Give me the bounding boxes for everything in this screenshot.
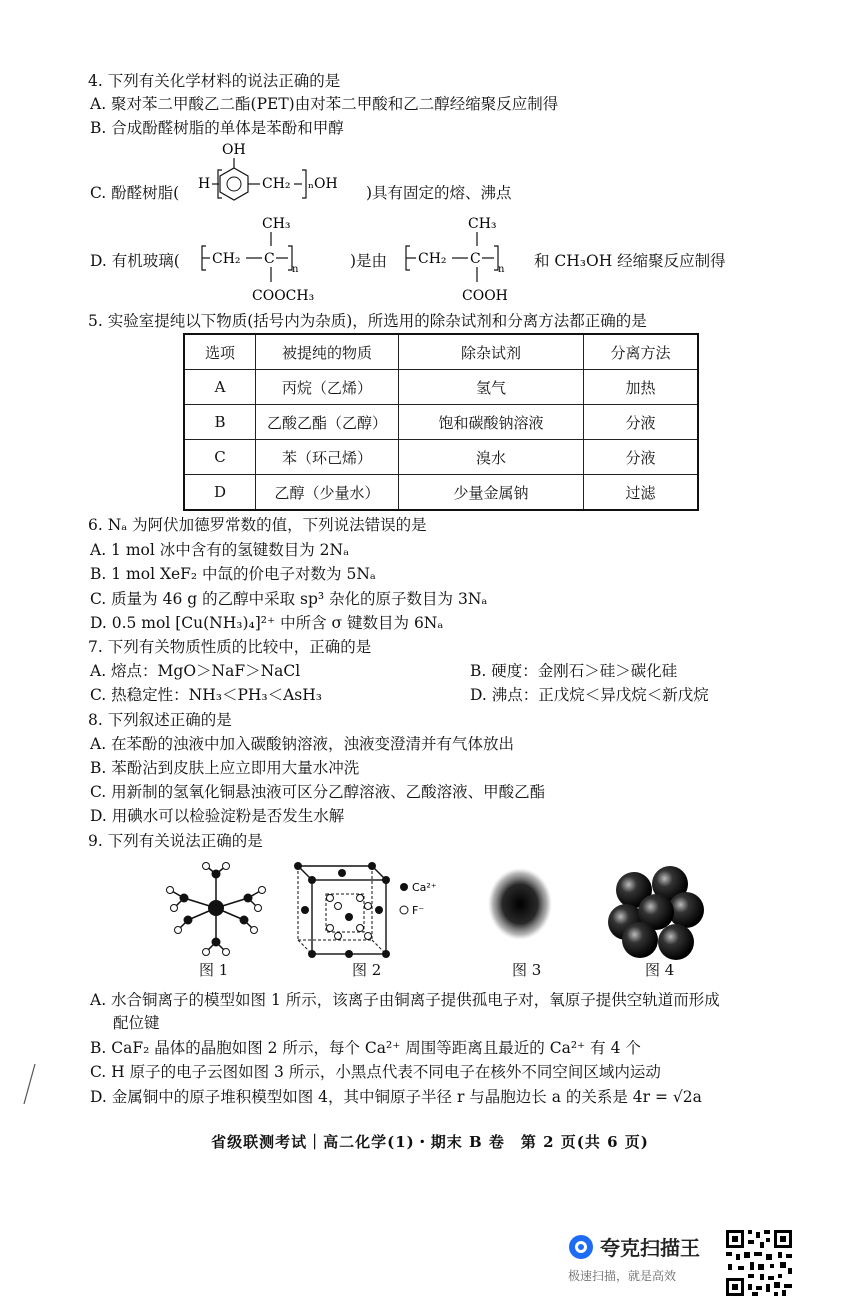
q9-option-d: D. 金属铜中的原子堆积模型如图 4，其中铜原子半径 r 与晶胞边长 a 的关系是 4r = √2a	[90, 1088, 702, 1106]
q6-option-a: A. 1 mol 冰中含有的氢键数目为 2Nₐ	[90, 541, 350, 559]
electron-cloud-diagram	[485, 864, 555, 944]
q9-option-a-line2: 配位键	[113, 1014, 160, 1032]
q9-option-b: B. CaF₂ 晶体的晶胞如图 2 所示，每个 Ca²⁺ 周围等距离且最近的 Ca²⁺ 有 4 个	[90, 1039, 641, 1057]
q9-stem: 9. 下列有关说法正确的是	[88, 832, 263, 850]
qr-code	[724, 1228, 794, 1298]
pmma-structure	[196, 212, 346, 304]
table-header: 除杂试剂	[399, 334, 584, 370]
q4-option-b: B. 合成酚醛树脂的单体是苯酚和甲醇	[90, 119, 344, 137]
table-cell: 加热	[584, 370, 699, 405]
table-cell: 分液	[584, 405, 699, 440]
q8-option-c: C. 用新制的氢氧化铜悬浊液可区分乙醇溶液、乙酸溶液、甲酸乙酯	[90, 783, 546, 801]
q4-option-c-prefix: C. 酚醛树脂(	[90, 184, 180, 202]
table-cell: D	[184, 475, 256, 511]
table-header: 选项	[184, 334, 256, 370]
ch2-label: CH₂	[262, 176, 291, 192]
table-row	[184, 370, 698, 405]
n-label-2: n	[498, 264, 505, 275]
ch3-label-2: CH₃	[468, 216, 497, 232]
methacrylic-acid-polymer-structure	[398, 212, 528, 304]
q6-stem: 6. Nₐ 为阿伏加德罗常数的值，下列说法错误的是	[88, 516, 427, 534]
figure-4-caption: 图 4	[645, 961, 675, 979]
table-cell: 苯（环己烯）	[256, 440, 399, 475]
q5-table	[183, 333, 699, 511]
q6-option-b: B. 1 mol XeF₂ 中氙的价电子对数为 5Nₐ	[90, 565, 376, 583]
q4-option-c-suffix: )具有固定的熔、沸点	[366, 184, 512, 202]
cooh-label: COOH	[462, 288, 508, 304]
pencil-mark	[22, 1062, 38, 1106]
ch2-chain-label: CH₂	[212, 251, 241, 267]
q8-option-b: B. 苯酚沾到皮肤上应立即用大量水冲洗	[90, 759, 360, 777]
c-label: C	[264, 251, 275, 267]
q7-option-b: B. 硬度：金刚石＞硅＞碳化硅	[470, 662, 678, 680]
q4-option-d-suffix: 和 CH₃OH 经缩聚反应制得	[534, 252, 726, 270]
q4-option-d-middle: )是由	[350, 252, 388, 270]
oh-label: OH	[222, 142, 246, 158]
q9-option-c: C. H 原子的电子云图如图 3 所示，小黑点代表不同电子在核外不同空间区域内运动	[90, 1063, 661, 1081]
table-cell: 丙烷（乙烯）	[256, 370, 399, 405]
table-cell: 乙酸乙酯（乙醇）	[256, 405, 399, 440]
n-oh-label: ₙOH	[308, 176, 338, 192]
q8-option-d: D. 用碘水可以检验淀粉是否发生水解	[90, 807, 345, 825]
table-cell: 氢气	[399, 370, 584, 405]
table-header-row	[184, 334, 698, 370]
q8-stem: 8. 下列叙述正确的是	[88, 711, 232, 729]
q8-option-a: A. 在苯酚的浊液中加入碳酸钠溶液，浊液变澄清并有气体放出	[90, 735, 515, 753]
figure-1-caption: 图 1	[199, 961, 229, 979]
table-cell: 溴水	[399, 440, 584, 475]
table-cell: B	[184, 405, 256, 440]
f-legend-label: F⁻	[412, 904, 425, 917]
table-cell: C	[184, 440, 256, 475]
phenolic-resin-structure	[190, 140, 370, 212]
table-cell: 乙醇（少量水）	[256, 475, 399, 511]
q6-option-d: D. 0.5 mol [Cu(NH₃)₄]²⁺ 中所含 σ 键数目为 6Nₐ	[90, 614, 444, 632]
ca-legend-label: Ca²⁺	[412, 881, 437, 894]
hydrated-copper-ion-model	[160, 860, 272, 960]
figure-3-caption: 图 3	[512, 961, 542, 979]
copper-close-packing-model	[608, 866, 704, 962]
q4-option-a: A. 聚对苯二甲酸乙二酯(PET)由对苯二甲酸和乙二醇经缩聚反应制得	[90, 95, 559, 113]
table-cell: 过滤	[584, 475, 699, 511]
figure-2-caption: 图 2	[352, 961, 382, 979]
q4-stem: 4. 下列有关化学材料的说法正确的是	[88, 72, 341, 90]
ch3-label: CH₃	[262, 216, 291, 232]
page-footer: 省级联测考试｜高二化学(1)・期末 B 卷 第 2 页(共 6 页)	[211, 1133, 649, 1151]
table-cell: A	[184, 370, 256, 405]
q5-stem: 5. 实验室提纯以下物质(括号内为杂质)，所选用的除杂试剂和分离方法都正确的是	[88, 312, 647, 330]
table-cell: 少量金属钠	[399, 475, 584, 511]
watermark-title: 夸克扫描王	[600, 1236, 700, 1260]
q6-option-c: C. 质量为 46 g 的乙醇中采取 sp³ 杂化的原子数目为 3Nₐ	[90, 590, 488, 608]
q7-option-d: D. 沸点：正戊烷＜异戊烷＜新戊烷	[470, 686, 709, 704]
table-cell: 分液	[584, 440, 699, 475]
caf2-unit-cell	[290, 860, 465, 960]
table-row	[184, 405, 698, 440]
q9-option-a-line1: A. 水合铜离子的模型如图 1 所示，该离子由铜离子提供孤电子对，氧原子提供空轨道而形成	[90, 991, 720, 1009]
watermark-subtitle: 极速扫描，就是高效	[568, 1269, 677, 1283]
table-cell: 饱和碳酸钠溶液	[399, 405, 584, 440]
n-label: n	[292, 264, 299, 275]
quark-logo-icon	[568, 1234, 594, 1260]
q7-stem: 7. 下列有关物质性质的比较中，正确的是	[88, 638, 372, 656]
table-header: 被提纯的物质	[256, 334, 399, 370]
q4-option-d-prefix: D. 有机玻璃(	[90, 252, 180, 270]
q7-option-c: C. 热稳定性：NH₃＜PH₃＜AsH₃	[90, 686, 322, 704]
cooch3-label: COOCH₃	[252, 288, 315, 304]
c-label-2: C	[470, 251, 481, 267]
ch2-chain-label-2: CH₂	[418, 251, 447, 267]
q7-option-a: A. 熔点：MgO＞NaF＞NaCl	[90, 662, 301, 680]
table-row	[184, 440, 698, 475]
h-label: H	[198, 176, 211, 192]
table-row	[184, 475, 698, 511]
table-header: 分离方法	[584, 334, 699, 370]
